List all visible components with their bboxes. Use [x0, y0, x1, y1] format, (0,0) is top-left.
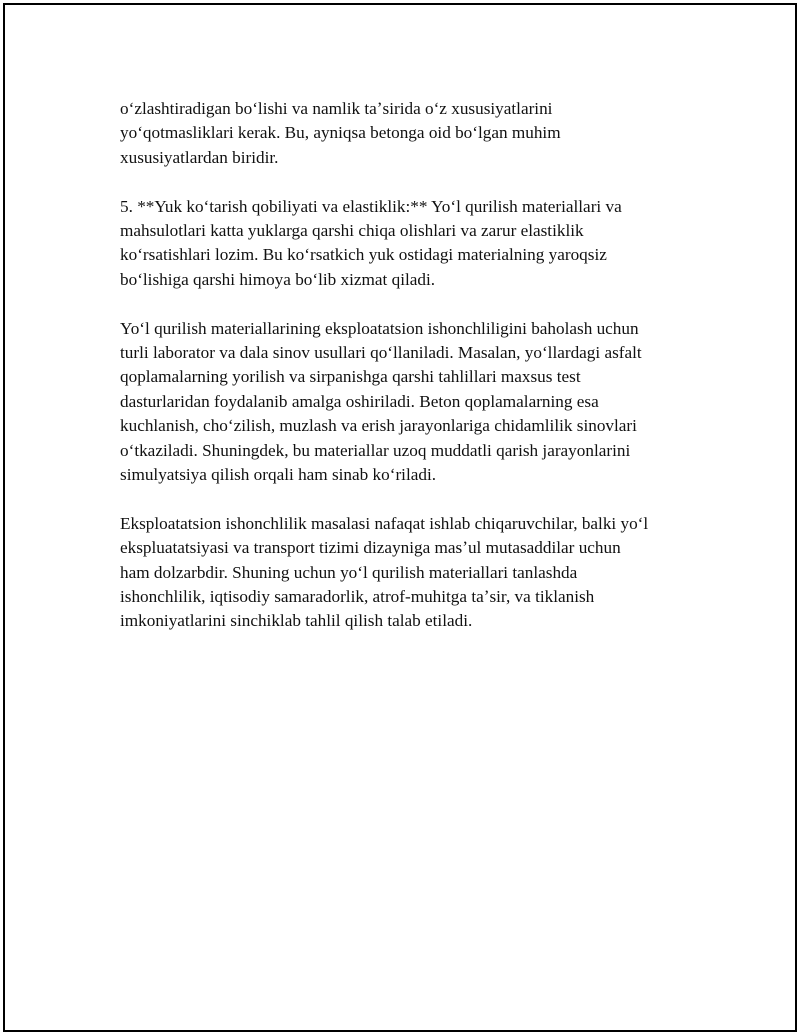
text-line: mahsulotlari katta yuklarga qarshi chiqa olishlari va zarur elastiklik: [120, 221, 584, 241]
page-frame: [3, 3, 797, 1032]
text-line: oʻzlashtiradigan boʻlishi va namlik taʼsirida oʻz xususiyatlarini: [120, 99, 553, 118]
text-line: qoplamalarning yorilish va sirpanishga qarshi tahlillari maxsus test: [120, 367, 581, 387]
text-line: koʻrsatishlari lozim. Bu koʻrsatkich yuk ostidagi materialning yaroqsiz: [120, 245, 607, 265]
text-line: oʻtkaziladi. Shuningdek, bu materiallar uzoq muddatli qarish jarayonlarini: [120, 440, 631, 460]
document-body: [120, 97, 710, 658]
text-line: boʻlishiga qarshi himoya boʻlib xizmat qiladi.: [120, 269, 436, 289]
paragraph-2: [120, 195, 710, 293]
paragraph-1: [120, 97, 710, 170]
text-line: Yoʻl qurilish materiallarining eksploatatsion ishonchliligini baholash uchun: [120, 318, 639, 338]
text-line: xususiyatlardan biridir.: [120, 147, 279, 167]
text-line: turli laborator va dala sinov usullari qoʻllaniladi. Masalan, yoʻllardagi asfalt: [120, 343, 642, 363]
text-line: dasturlaridan foydalanib amalga oshiriladi. Beton qoplamalarning esa: [120, 391, 599, 411]
text-line: 5. **Yuk koʻtarish qobiliyati va elastiklik:** Yoʻl qurilish materiallari va: [120, 196, 622, 216]
paragraph-4: [120, 512, 710, 634]
text-line: yoʻqotmasliklari kerak. Bu, ayniqsa betonga oid boʻlgan muhim: [120, 123, 561, 143]
text-line: Eksploatatsion ishonchlilik masalasi nafaqat ishlab chiqaruvchilar, balki yoʻl: [120, 513, 649, 533]
text-line: imkoniyatlarini sinchiklab tahlil qilish talab etiladi.: [120, 611, 473, 631]
paragraph-3: [120, 317, 710, 488]
text-line: ishonchlilik, iqtisodiy samaradorlik, atrof-muhitga taʼsir, va tiklanish: [120, 587, 595, 607]
text-line: kuchlanish, choʻzilish, muzlash va erish jarayonlariga chidamlilik sinovlari: [120, 416, 637, 436]
text-line: simulyatsiya qilish orqali ham sinab koʻriladi.: [120, 465, 437, 485]
text-line: ham dolzarbdir. Shuning uchun yoʻl qurilish materiallari tanlashda: [120, 562, 578, 582]
text-line: ekspluatatsiyasi va transport tizimi dizayniga masʼul mutasaddilar uchun: [120, 538, 621, 558]
